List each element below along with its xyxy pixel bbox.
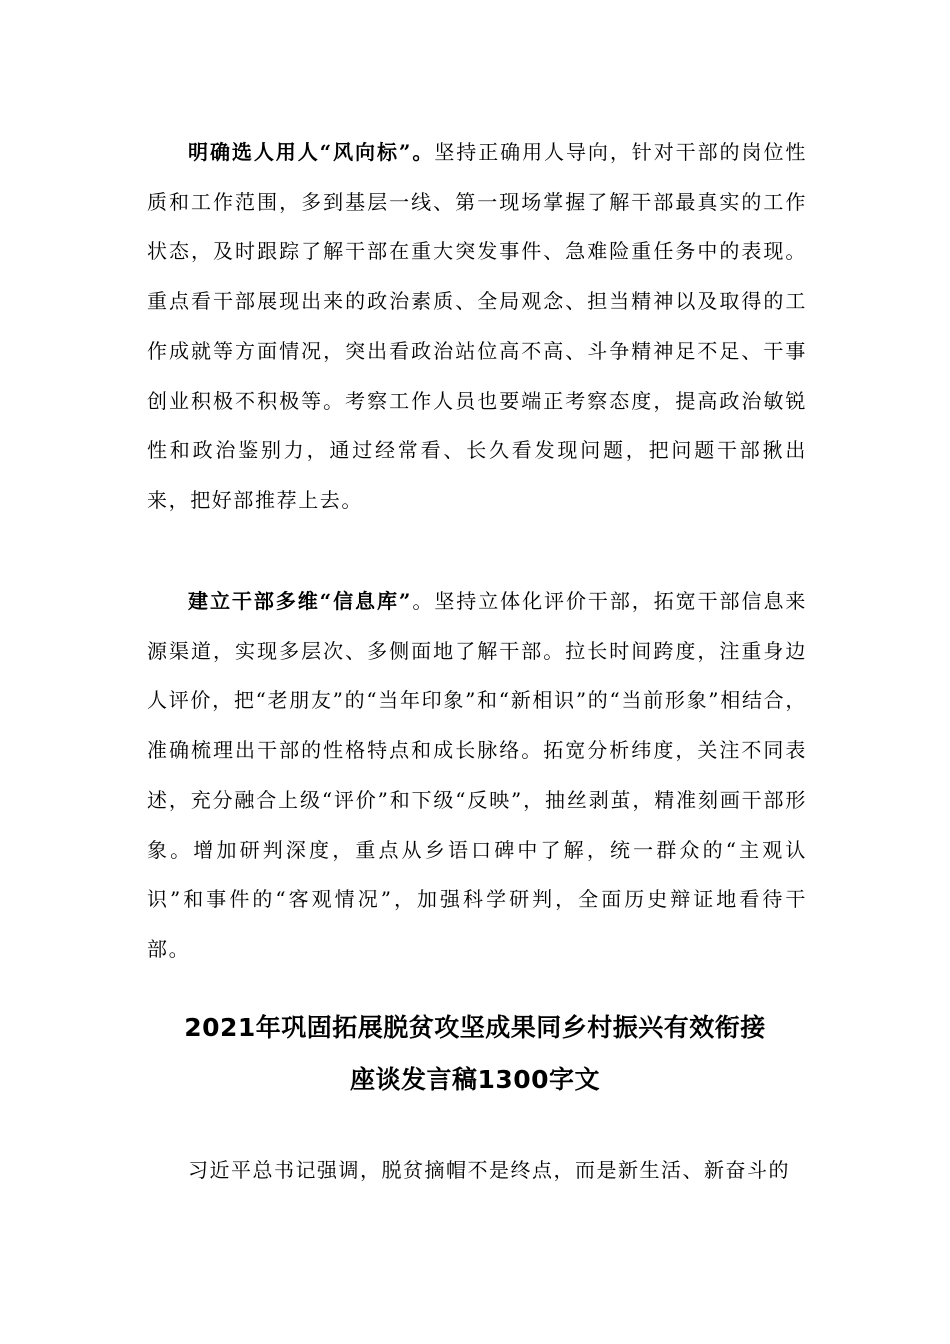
paragraph-lead-bold: 建立干部多维“信息库” bbox=[188, 589, 413, 613]
paragraph-information-database bbox=[147, 577, 807, 975]
section-heading-line-2: 座谈发言稿1300字文 bbox=[349, 1065, 601, 1094]
paragraph-body: 坚持正确用人导向，针对干部的岗位性质和工作范围，多到基层一线、第一现场掌握了解干部最真实的工作状态，及时跟踪了解干部在重大突发事件、急难险重任务中的表现。重点看干部展现出来的政治素质、全局观念、担当精神以及取得的工作成就等方面情况，突出看政治站位高不高、斗争精神足不足、干事创业积极不积极等。考察工作人员也要端正考察态度，提高政治敏锐性和政治鉴别力，通过经常看、长久看发现问题，把问题干部揪出来，把好部推荐上去。 bbox=[147, 140, 807, 512]
section-heading-line-1: 2021年巩固拓展脱贫攻坚成果同乡村振兴有效衔接 bbox=[184, 1013, 766, 1042]
paragraph-closing: 习近平总书记强调，脱贫摘帽不是终点，而是新生活、新奋斗的 bbox=[188, 1158, 790, 1182]
paragraph-body: 。坚持立体化评价干部，拓宽干部信息来源渠道，实现多层次、多侧面地了解干部。拉长时间跨度，注重身边人评价，把“老朋友”的“当年印象”和“新相识”的“当前形象”相结合，准确梳理出干部的性格特点和成长脉络。拓宽分析纬度，关注不同表述，充分融合上级“评价”和下级“反映”，抽丝剥茧，精准刻画干部形象。增加研判深度，重点从乡语口碑中了解，统一群众的“主观认识”和事件的“客观情况”，加强科学研判，全面历史辩证地看待干部。 bbox=[147, 589, 807, 961]
paragraph-lead-bold: 明确选人用人“风向标”。 bbox=[188, 140, 435, 164]
paragraph-talent-selection bbox=[147, 128, 807, 526]
section-heading bbox=[130, 1002, 820, 1106]
